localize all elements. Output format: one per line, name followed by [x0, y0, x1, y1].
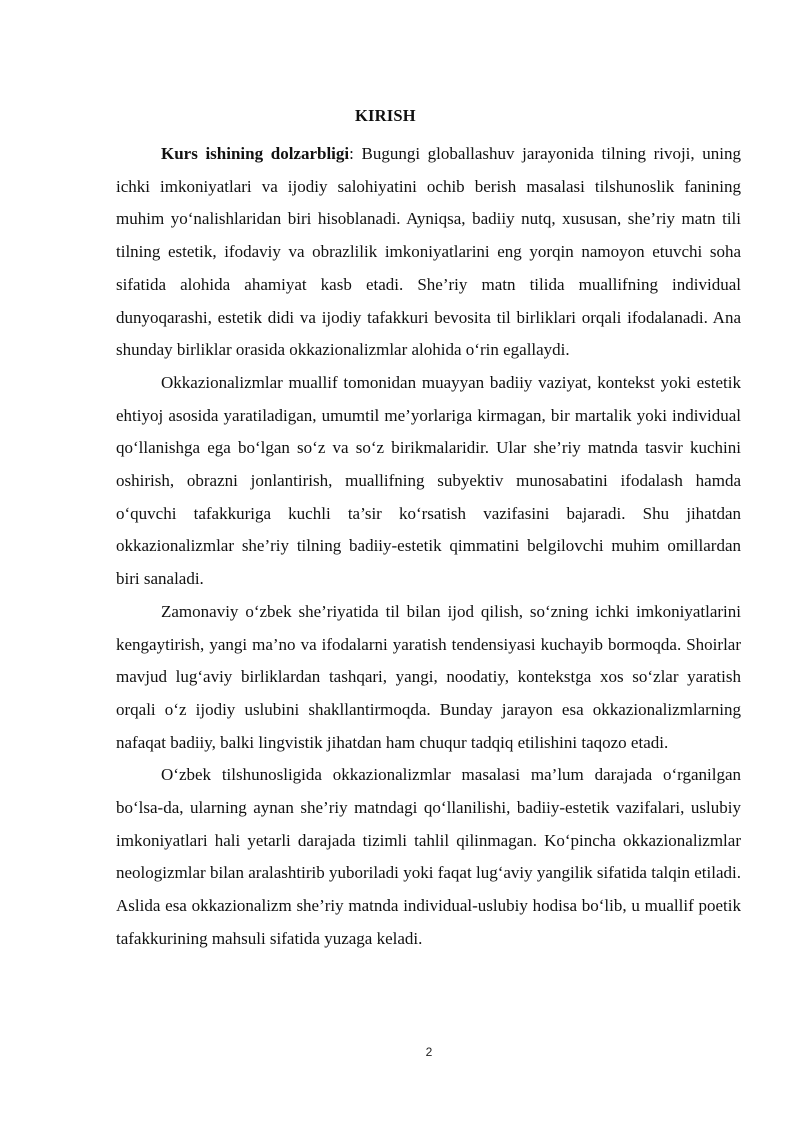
page-title: KIRISH	[355, 106, 416, 125]
document-body	[116, 138, 741, 956]
page-number: 2	[425, 1045, 433, 1059]
paragraph-modern-poetry: Zamonaviy o‘zbek she’riyatida til bilan ijod qilish, so‘zning ichki imkoniyatlarini kengaytirish, yangi ma’no va ifodalarni yaratish tendensiyasi kuchayib bormoqda. Shoirlar mavjud lug‘aviy birliklardan tashqari, yangi, noodatiy, kontekstga xos so‘zlar yaratish orqali o‘z ijodiy uslubini shakllantirmoqda. Bunday jarayon esa okkazionalizmlarning nafaqat badiiy, balki lingvistik jihatdan ham chuqur tadqiq etilishini taqozo etadi.	[116, 601, 741, 752]
paragraph-text: : Bugungi globallashuv jarayonida tilning rivoji, uning ichki imkoniyatlari va ijodiy salohiyatini ochib berish masalasi tilshunoslik fanining muhim yo‘nalishlaridan biri hisoblanadi. Ayniqsa, badiiy nutq, xususan, she’riy matn tili tilning estetik, ifodaviy va obrazlilik imkoniyatlarini eng yorqin namoyon etuvchi soha sifatida alohida ahamiyat kasb etadi. She’riy matn tilida muallifning individual dunyoqarashi, estetik didi va ijodiy tafakkuri bevosita til birliklari orqali ifodalanadi. Ana shunday birliklar orasida okkazionalizmlar alohida o‘rin egallaydi.	[116, 144, 741, 360]
paragraph-relevance	[116, 138, 741, 367]
paragraph-lead: Kurs ishining dolzarbligi	[161, 144, 350, 163]
paragraph-definition: Okkazionalizmlar muallif tomonidan muayyan badiiy vaziyat, kontekst yoki estetik ehtiyoj asosida yaratiladigan, umumtil me’yorlariga kirmagan, bir martalik yoki individual qo‘llanishga ega bo‘lgan so‘z va so‘z birikmalaridir. Ular she’riy matnda tasvir kuchini oshirish, obrazni jonlantirish, muallifning subyektiv munosabatini ifodalash hamda o‘quvchi tafakkuriga kuchli ta’sir ko‘rsatish vazifasini bajaradi. Shu jihatdan okkazionalizmlar she’riy tilning badiiy-estetik qimmatini belgilovchi muhim omillardan biri sanaladi.	[116, 372, 741, 589]
paragraph-research-gap: O‘zbek tilshunosligida okkazionalizmlar masalasi ma’lum darajada o‘rganilgan bo‘lsa-da, ularning aynan she’riy matndagi qo‘llanilishi, badiiy-estetik vazifalari, uslubiy imkoniyatlari hali yetarli darajada tizimli tahlil qilinmagan. Ko‘pincha okkazionalizmlar neologizmlar bilan aralashtirib yuboriladi yoki faqat lug‘aviy yangilik sifatida talqin etiladi. Aslida esa okkazionalizm she’riy matnda individual-uslubiy hodisa bo‘lib, u muallif poetik tafakkurining mahsuli sifatida yuzaga keladi.	[116, 765, 741, 948]
